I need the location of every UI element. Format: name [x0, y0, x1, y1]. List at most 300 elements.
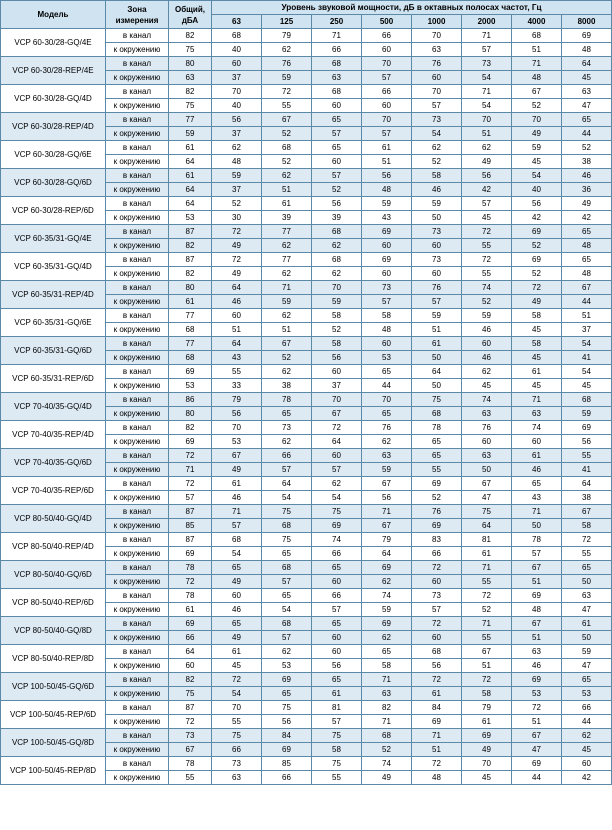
band-value-cell: 83 — [412, 533, 462, 547]
band-value-cell: 40 — [212, 99, 262, 113]
band-value-cell: 73 — [212, 757, 262, 771]
zone-cell: к окружению — [106, 379, 169, 393]
band-value-cell: 72 — [412, 561, 462, 575]
band-value-cell: 60 — [412, 267, 462, 281]
band-value-cell: 73 — [462, 57, 512, 71]
band-value-cell: 62 — [312, 267, 362, 281]
band-value-cell: 66 — [312, 589, 362, 603]
band-value-cell: 58 — [512, 309, 562, 323]
model-cell: VCP 60-35/31-REP/4D — [1, 281, 106, 309]
zone-cell: к окружению — [106, 603, 169, 617]
table-row — [1, 673, 612, 687]
zone-cell: в канал — [106, 365, 169, 379]
band-value-cell: 63 — [462, 407, 512, 421]
table-row — [1, 617, 612, 631]
total-cell: 73 — [169, 729, 212, 743]
band-value-cell: 63 — [362, 687, 412, 701]
band-value-cell: 45 — [562, 379, 612, 393]
band-value-cell: 68 — [412, 645, 462, 659]
zone-cell: к окружению — [106, 99, 169, 113]
zone-cell: к окружению — [106, 155, 169, 169]
band-value-cell: 72 — [562, 533, 612, 547]
band-value-cell: 66 — [212, 743, 262, 757]
band-value-cell: 75 — [262, 533, 312, 547]
band-value-cell: 82 — [362, 701, 412, 715]
model-cell: VCP 100-50/45-GQ/6D — [1, 673, 106, 701]
model-cell: VCP 80-50/40-GQ/6D — [1, 561, 106, 589]
zone-cell: к окружению — [106, 183, 169, 197]
band-value-cell: 71 — [362, 715, 412, 729]
total-cell: 53 — [169, 211, 212, 225]
band-value-cell: 57 — [312, 463, 362, 477]
band-value-cell: 69 — [512, 253, 562, 267]
band-value-cell: 54 — [212, 687, 262, 701]
header-total-line1: Общий, — [175, 4, 205, 14]
total-cell: 75 — [169, 99, 212, 113]
band-value-cell: 70 — [212, 85, 262, 99]
band-value-cell: 59 — [312, 295, 362, 309]
band-value-cell: 60 — [462, 435, 512, 449]
band-value-cell: 56 — [212, 113, 262, 127]
band-value-cell: 78 — [262, 393, 312, 407]
band-value-cell: 43 — [362, 211, 412, 225]
total-cell: 61 — [169, 603, 212, 617]
band-value-cell: 57 — [312, 715, 362, 729]
band-value-cell: 43 — [512, 491, 562, 505]
band-value-cell: 55 — [212, 715, 262, 729]
band-value-cell: 60 — [362, 267, 412, 281]
band-value-cell: 61 — [412, 337, 462, 351]
model-cell: VCP 80-50/40-REP/8D — [1, 645, 106, 673]
band-value-cell: 46 — [512, 659, 562, 673]
band-value-cell: 56 — [362, 491, 412, 505]
band-value-cell: 72 — [462, 673, 512, 687]
band-value-cell: 58 — [412, 169, 462, 183]
band-value-cell: 79 — [212, 393, 262, 407]
header-total — [169, 1, 212, 29]
model-cell: VCP 70-40/35-REP/4D — [1, 421, 106, 449]
band-value-cell: 53 — [512, 687, 562, 701]
zone-cell: в канал — [106, 589, 169, 603]
total-cell: 66 — [169, 631, 212, 645]
total-cell: 80 — [169, 281, 212, 295]
band-value-cell: 68 — [212, 533, 262, 547]
table-row — [1, 85, 612, 99]
band-value-cell: 65 — [262, 407, 312, 421]
band-value-cell: 53 — [362, 351, 412, 365]
total-cell: 55 — [169, 771, 212, 785]
band-value-cell: 44 — [362, 379, 412, 393]
band-value-cell: 71 — [262, 281, 312, 295]
band-value-cell: 68 — [312, 85, 362, 99]
model-cell: VCP 60-35/31-REP/6D — [1, 365, 106, 393]
band-value-cell: 63 — [312, 71, 362, 85]
zone-cell: к окружению — [106, 407, 169, 421]
band-value-cell: 62 — [212, 141, 262, 155]
band-value-cell: 46 — [212, 295, 262, 309]
total-cell: 61 — [169, 169, 212, 183]
band-value-cell: 61 — [262, 197, 312, 211]
band-value-cell: 60 — [312, 631, 362, 645]
band-value-cell: 62 — [462, 141, 512, 155]
band-value-cell: 45 — [512, 379, 562, 393]
total-cell: 72 — [169, 449, 212, 463]
model-cell: VCP 60-30/28-GQ/4D — [1, 85, 106, 113]
band-value-cell: 76 — [362, 421, 412, 435]
band-value-cell: 56 — [212, 407, 262, 421]
band-value-cell: 57 — [312, 603, 362, 617]
band-value-cell: 68 — [262, 519, 312, 533]
band-value-cell: 66 — [262, 771, 312, 785]
table-row — [1, 169, 612, 183]
band-value-cell: 65 — [412, 435, 462, 449]
total-cell: 69 — [169, 547, 212, 561]
band-value-cell: 66 — [362, 29, 412, 43]
zone-cell: в канал — [106, 645, 169, 659]
model-cell: VCP 60-35/31-GQ/4D — [1, 253, 106, 281]
band-value-cell: 37 — [212, 127, 262, 141]
band-value-cell: 65 — [362, 645, 412, 659]
band-value-cell: 71 — [412, 729, 462, 743]
band-value-cell: 52 — [412, 155, 462, 169]
band-value-cell: 67 — [512, 617, 562, 631]
band-value-cell: 49 — [212, 575, 262, 589]
band-value-cell: 47 — [562, 603, 612, 617]
band-value-cell: 52 — [262, 127, 312, 141]
table-row — [1, 505, 612, 519]
band-value-cell: 38 — [562, 155, 612, 169]
band-value-cell: 58 — [362, 309, 412, 323]
band-value-cell: 62 — [262, 267, 312, 281]
zone-cell: в канал — [106, 113, 169, 127]
total-cell: 82 — [169, 29, 212, 43]
band-value-cell: 47 — [462, 491, 512, 505]
band-value-cell: 51 — [512, 43, 562, 57]
band-value-cell: 61 — [462, 547, 512, 561]
band-value-cell: 37 — [212, 71, 262, 85]
model-cell: VCP 60-35/31-GQ/6E — [1, 309, 106, 337]
total-cell: 64 — [169, 197, 212, 211]
band-value-cell: 73 — [262, 421, 312, 435]
band-value-cell: 49 — [512, 127, 562, 141]
zone-cell: к окружению — [106, 323, 169, 337]
model-cell: VCP 60-30/28-GQ/6D — [1, 169, 106, 197]
band-value-cell: 64 — [212, 281, 262, 295]
band-value-cell: 71 — [462, 617, 512, 631]
band-value-cell: 72 — [462, 589, 512, 603]
band-value-cell: 51 — [212, 323, 262, 337]
band-value-cell: 72 — [412, 673, 462, 687]
band-value-cell: 62 — [562, 729, 612, 743]
band-value-cell: 68 — [212, 29, 262, 43]
band-value-cell: 71 — [462, 85, 512, 99]
table-header — [1, 1, 612, 29]
total-cell: 61 — [169, 141, 212, 155]
band-value-cell: 65 — [362, 407, 412, 421]
band-value-cell: 70 — [312, 393, 362, 407]
band-value-cell: 75 — [462, 505, 512, 519]
band-value-cell: 41 — [562, 351, 612, 365]
band-value-cell: 61 — [362, 141, 412, 155]
band-value-cell: 37 — [212, 183, 262, 197]
band-value-cell: 53 — [212, 435, 262, 449]
total-cell: 80 — [169, 57, 212, 71]
band-value-cell: 60 — [212, 589, 262, 603]
band-value-cell: 50 — [412, 211, 462, 225]
band-value-cell: 68 — [262, 141, 312, 155]
band-value-cell: 65 — [212, 617, 262, 631]
band-value-cell: 67 — [462, 645, 512, 659]
band-value-cell: 52 — [312, 323, 362, 337]
band-value-cell: 49 — [512, 295, 562, 309]
band-value-cell: 46 — [512, 463, 562, 477]
band-value-cell: 59 — [262, 295, 312, 309]
total-cell: 57 — [169, 491, 212, 505]
band-value-cell: 45 — [512, 155, 562, 169]
band-value-cell: 57 — [312, 169, 362, 183]
band-value-cell: 63 — [512, 407, 562, 421]
band-value-cell: 46 — [462, 351, 512, 365]
total-cell: 87 — [169, 701, 212, 715]
band-value-cell: 60 — [212, 57, 262, 71]
band-value-cell: 51 — [462, 127, 512, 141]
band-value-cell: 70 — [512, 113, 562, 127]
band-value-cell: 55 — [462, 267, 512, 281]
band-value-cell: 72 — [462, 253, 512, 267]
band-value-cell: 72 — [512, 281, 562, 295]
band-value-cell: 62 — [262, 365, 312, 379]
total-cell: 77 — [169, 113, 212, 127]
band-value-cell: 51 — [412, 323, 462, 337]
band-value-cell: 51 — [362, 155, 412, 169]
band-value-cell: 52 — [262, 351, 312, 365]
table-row — [1, 645, 612, 659]
band-value-cell: 62 — [312, 477, 362, 491]
total-cell: 82 — [169, 239, 212, 253]
header-zone — [106, 1, 169, 29]
zone-cell: к окружению — [106, 547, 169, 561]
model-cell: VCP 100-50/45-GQ/8D — [1, 729, 106, 757]
model-cell: VCP 60-35/31-GQ/6D — [1, 337, 106, 365]
band-value-cell: 61 — [512, 449, 562, 463]
table-row — [1, 477, 612, 491]
band-value-cell: 72 — [312, 421, 362, 435]
band-value-cell: 55 — [462, 631, 512, 645]
band-value-cell: 74 — [462, 281, 512, 295]
band-value-cell: 72 — [512, 701, 562, 715]
band-value-cell: 59 — [412, 309, 462, 323]
band-value-cell: 70 — [212, 701, 262, 715]
header-band-8000: 8000 — [562, 15, 612, 29]
band-value-cell: 69 — [362, 225, 412, 239]
model-cell: VCP 60-30/28-GQ/6E — [1, 141, 106, 169]
band-value-cell: 57 — [262, 575, 312, 589]
band-value-cell: 76 — [462, 421, 512, 435]
total-cell: 87 — [169, 505, 212, 519]
band-value-cell: 47 — [562, 659, 612, 673]
band-value-cell: 55 — [562, 547, 612, 561]
table-row — [1, 393, 612, 407]
table-row — [1, 141, 612, 155]
band-value-cell: 44 — [562, 715, 612, 729]
zone-cell: к окружению — [106, 715, 169, 729]
band-value-cell: 67 — [562, 281, 612, 295]
table-row — [1, 729, 612, 743]
zone-cell: к окружению — [106, 659, 169, 673]
band-value-cell: 63 — [512, 645, 562, 659]
band-value-cell: 53 — [562, 687, 612, 701]
band-value-cell: 54 — [512, 169, 562, 183]
band-value-cell: 59 — [362, 197, 412, 211]
band-value-cell: 40 — [212, 43, 262, 57]
band-value-cell: 69 — [312, 519, 362, 533]
band-value-cell: 60 — [362, 43, 412, 57]
total-cell: 86 — [169, 393, 212, 407]
band-value-cell: 66 — [362, 85, 412, 99]
band-value-cell: 45 — [512, 323, 562, 337]
zone-cell: в канал — [106, 309, 169, 323]
band-value-cell: 69 — [362, 561, 412, 575]
band-value-cell: 58 — [462, 687, 512, 701]
zone-cell: в канал — [106, 533, 169, 547]
band-value-cell: 42 — [512, 211, 562, 225]
band-value-cell: 55 — [212, 365, 262, 379]
band-value-cell: 60 — [312, 449, 362, 463]
band-value-cell: 54 — [262, 603, 312, 617]
band-value-cell: 65 — [312, 673, 362, 687]
band-value-cell: 57 — [462, 197, 512, 211]
band-value-cell: 68 — [262, 617, 312, 631]
band-value-cell: 54 — [212, 547, 262, 561]
band-value-cell: 64 — [562, 57, 612, 71]
band-value-cell: 61 — [212, 645, 262, 659]
total-cell: 60 — [169, 659, 212, 673]
band-value-cell: 69 — [512, 225, 562, 239]
band-value-cell: 65 — [562, 113, 612, 127]
band-value-cell: 49 — [212, 239, 262, 253]
band-value-cell: 58 — [512, 337, 562, 351]
band-value-cell: 59 — [262, 71, 312, 85]
header-total-line2: дБА — [181, 15, 199, 25]
band-value-cell: 50 — [412, 351, 462, 365]
band-value-cell: 56 — [462, 169, 512, 183]
band-value-cell: 51 — [512, 715, 562, 729]
zone-cell: к окружению — [106, 211, 169, 225]
zone-cell: к окружению — [106, 351, 169, 365]
total-cell: 77 — [169, 337, 212, 351]
zone-cell: в канал — [106, 253, 169, 267]
header-model: Модель — [1, 1, 106, 29]
band-value-cell: 49 — [362, 771, 412, 785]
band-value-cell: 65 — [412, 449, 462, 463]
band-value-cell: 65 — [312, 113, 362, 127]
total-cell: 75 — [169, 687, 212, 701]
band-value-cell: 52 — [512, 267, 562, 281]
zone-cell: в канал — [106, 477, 169, 491]
band-value-cell: 45 — [462, 379, 512, 393]
total-cell: 78 — [169, 561, 212, 575]
band-value-cell: 78 — [412, 421, 462, 435]
band-value-cell: 79 — [362, 533, 412, 547]
band-value-cell: 59 — [462, 309, 512, 323]
table-row — [1, 309, 612, 323]
zone-cell: к окружению — [106, 491, 169, 505]
total-cell: 69 — [169, 365, 212, 379]
band-value-cell: 41 — [562, 463, 612, 477]
zone-cell: в канал — [106, 57, 169, 71]
band-value-cell: 77 — [262, 253, 312, 267]
header-bands-title: Уровень звуковой мощности, дБ в октавных полосах частот, Гц — [212, 1, 612, 15]
zone-cell: в канал — [106, 337, 169, 351]
model-cell: VCP 80-50/40-REP/4D — [1, 533, 106, 561]
band-value-cell: 46 — [562, 169, 612, 183]
zone-cell: в канал — [106, 729, 169, 743]
header-band-4000: 4000 — [512, 15, 562, 29]
band-value-cell: 76 — [412, 281, 462, 295]
total-cell: 63 — [169, 71, 212, 85]
band-value-cell: 71 — [362, 673, 412, 687]
zone-cell: в канал — [106, 757, 169, 771]
band-value-cell: 57 — [412, 295, 462, 309]
band-value-cell: 64 — [212, 337, 262, 351]
band-value-cell: 64 — [312, 435, 362, 449]
band-value-cell: 74 — [362, 757, 412, 771]
band-value-cell: 68 — [312, 225, 362, 239]
band-value-cell: 67 — [462, 477, 512, 491]
band-value-cell: 57 — [362, 295, 412, 309]
band-value-cell: 60 — [212, 309, 262, 323]
zone-cell: к окружению — [106, 631, 169, 645]
band-value-cell: 55 — [262, 99, 312, 113]
band-value-cell: 66 — [562, 701, 612, 715]
band-value-cell: 65 — [562, 561, 612, 575]
band-value-cell: 63 — [562, 85, 612, 99]
total-cell: 72 — [169, 715, 212, 729]
band-value-cell: 75 — [312, 757, 362, 771]
band-value-cell: 69 — [562, 421, 612, 435]
band-value-cell: 71 — [512, 393, 562, 407]
band-value-cell: 60 — [412, 239, 462, 253]
band-value-cell: 46 — [412, 183, 462, 197]
band-value-cell: 48 — [562, 43, 612, 57]
band-value-cell: 61 — [412, 687, 462, 701]
band-value-cell: 51 — [262, 323, 312, 337]
band-value-cell: 64 — [262, 477, 312, 491]
band-value-cell: 67 — [512, 729, 562, 743]
band-value-cell: 73 — [412, 589, 462, 603]
band-value-cell: 48 — [412, 771, 462, 785]
total-cell: 82 — [169, 421, 212, 435]
band-value-cell: 64 — [462, 519, 512, 533]
total-cell: 75 — [169, 43, 212, 57]
band-value-cell: 48 — [362, 183, 412, 197]
table-row — [1, 253, 612, 267]
band-value-cell: 56 — [512, 197, 562, 211]
header-band-250: 250 — [312, 15, 362, 29]
zone-cell: к окружению — [106, 575, 169, 589]
band-value-cell: 48 — [212, 155, 262, 169]
band-value-cell: 54 — [462, 71, 512, 85]
band-value-cell: 68 — [262, 561, 312, 575]
table-row — [1, 449, 612, 463]
band-value-cell: 52 — [512, 99, 562, 113]
band-value-cell: 38 — [262, 379, 312, 393]
band-value-cell: 69 — [512, 757, 562, 771]
band-value-cell: 71 — [512, 57, 562, 71]
model-cell: VCP 60-30/28-REP/4D — [1, 113, 106, 141]
band-value-cell: 54 — [462, 99, 512, 113]
table-row — [1, 701, 612, 715]
